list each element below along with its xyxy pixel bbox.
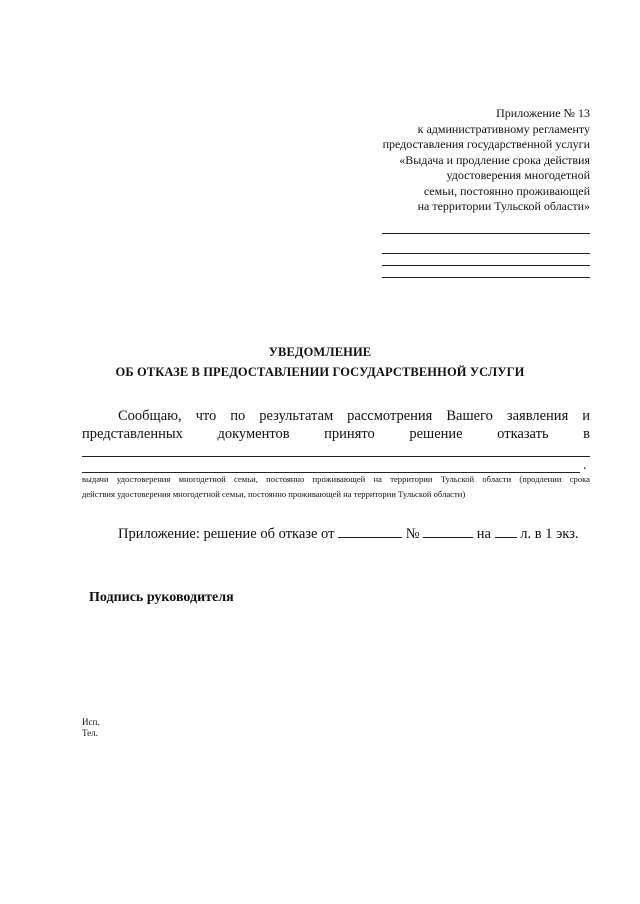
header-line: «Выдача и продление срока действия [399, 152, 590, 167]
attachment-suffix: л. в 1 экз. [520, 526, 579, 542]
attachment-line [118, 526, 579, 543]
addressee-line [382, 253, 590, 254]
reason-hint-line: выдачи удостоверения многодетной семьи, постоянно проживающей на территории Тульской области (продлении срока [82, 474, 590, 484]
body-text-line: Сообщаю, что по результатам рассмотрения Вашего заявления и [118, 408, 590, 424]
on-word: на [476, 526, 491, 542]
header-line: Приложение № 13 [496, 106, 590, 120]
addressee-line [382, 277, 590, 278]
header-line: на территории Тульской области» [417, 199, 590, 213]
attachment-prefix: Приложение: решение об отказе от [118, 526, 335, 542]
executor-label: Исп. [82, 717, 100, 727]
number-blank [423, 527, 473, 538]
attachment-header [350, 106, 590, 215]
date-blank [338, 527, 402, 538]
reason-blank-line [82, 456, 590, 457]
addressee-blank-lines [382, 233, 590, 278]
header-line: к административному регламенту [417, 121, 590, 136]
body-text-line: представленных документов принято решение отказать в [82, 426, 590, 442]
addressee-line [382, 233, 590, 234]
addressee-line [382, 265, 590, 266]
header-line: семьи, постоянно проживающей [423, 183, 590, 198]
pages-blank [495, 527, 517, 538]
header-line: удостоверения многодетной [446, 168, 590, 182]
document-title: УВЕДОМЛЕНИЕ [268, 345, 372, 359]
end-dot: . [583, 458, 587, 473]
reason-hint-line: действия удостоверения многодетной семьи, постоянно проживающей на территории Тульской области) [82, 489, 466, 499]
phone-label: Тел. [82, 728, 98, 738]
header-line: предоставления государственной услуги [382, 137, 590, 151]
document-subtitle: ОБ ОТКАЗЕ В ПРЕДОСТАВЛЕНИИ ГОСУДАРСТВЕННОЙ УСЛУГИ [115, 365, 525, 379]
number-sign: № [405, 526, 420, 542]
signature-label: Подпись руководителя [89, 590, 234, 605]
